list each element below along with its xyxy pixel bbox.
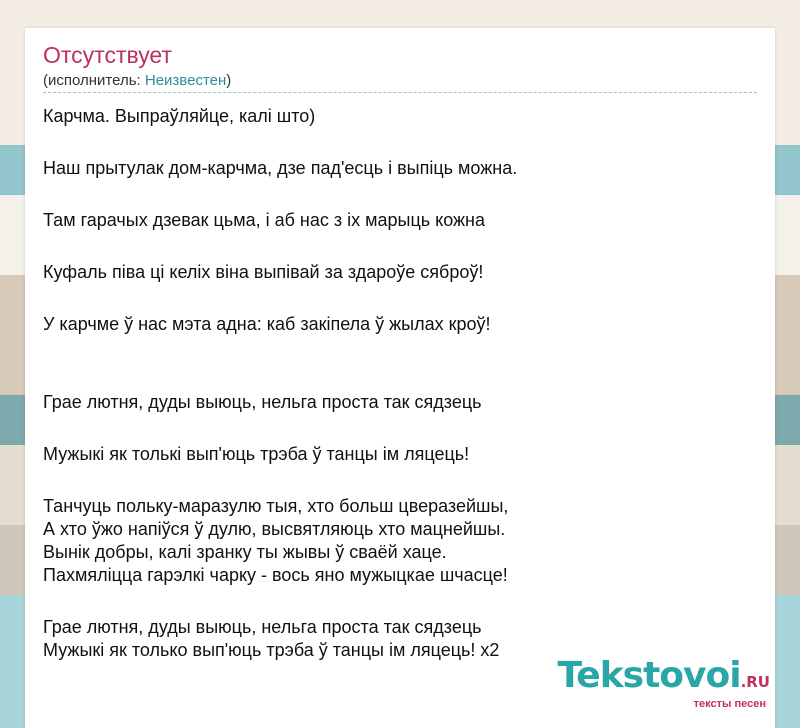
lyrics-text	[43, 105, 763, 662]
lyric-line: Куфаль піва ці келіх віна выпівай за здароўе сяброў!	[43, 262, 484, 282]
lyric-line: А хто ўжо напіўся ў дулю, высвятляюць хто мацнейшы.	[43, 519, 506, 539]
artist-line	[43, 72, 231, 89]
lyrics-card	[25, 28, 775, 728]
title-divider	[43, 92, 757, 93]
lyric-line: Грае лютня, дуды выюць, нельга проста так сядзець	[43, 617, 482, 637]
song-title: Отсутствует	[43, 42, 172, 68]
lyric-line: Пахмяліцца гарэлкі чарку - вось яно мужыцкае шчасце!	[43, 565, 508, 585]
logo-tagline: тексты песен	[693, 698, 766, 710]
lyric-line: Мужыкі як толькі вып'юць трэба ў танцы ім ляцець!	[43, 444, 470, 464]
artist-link[interactable]: Неизвестен	[144, 72, 227, 89]
tekstovoi-logo[interactable]	[557, 655, 770, 710]
logo-tld: .RU	[740, 673, 770, 691]
lyric-line: У карчме ў нас мэта адна: каб закіпела ў жылах кроў!	[43, 314, 491, 334]
artist-prefix: (исполнитель:	[43, 72, 145, 89]
artist-suffix: )	[226, 72, 232, 89]
lyric-line: Карчма. Выпраўляйце, калі што)	[43, 106, 316, 126]
lyric-line: Там гарачых дзевак цьма, і аб нас з іх марыць кожна	[43, 210, 486, 230]
lyric-line: Вынік добры, калі зранку ты жывы ў сваёй хаце.	[43, 542, 447, 562]
lyric-line: Наш прытулак дом-карчма, дзе пад'есць і выпіць можна.	[43, 158, 518, 178]
lyric-line: Мужыкі як только вып'юць трэба ў танцы ім ляцець! х2	[43, 640, 500, 660]
logo-name: Tekstovoi	[557, 655, 741, 696]
lyric-line: Танчуць польку-маразулю тыя, хто больш цверазейшы,	[43, 496, 509, 516]
lyric-line: Грае лютня, дуды выюць, нельга проста так сядзець	[43, 392, 482, 412]
